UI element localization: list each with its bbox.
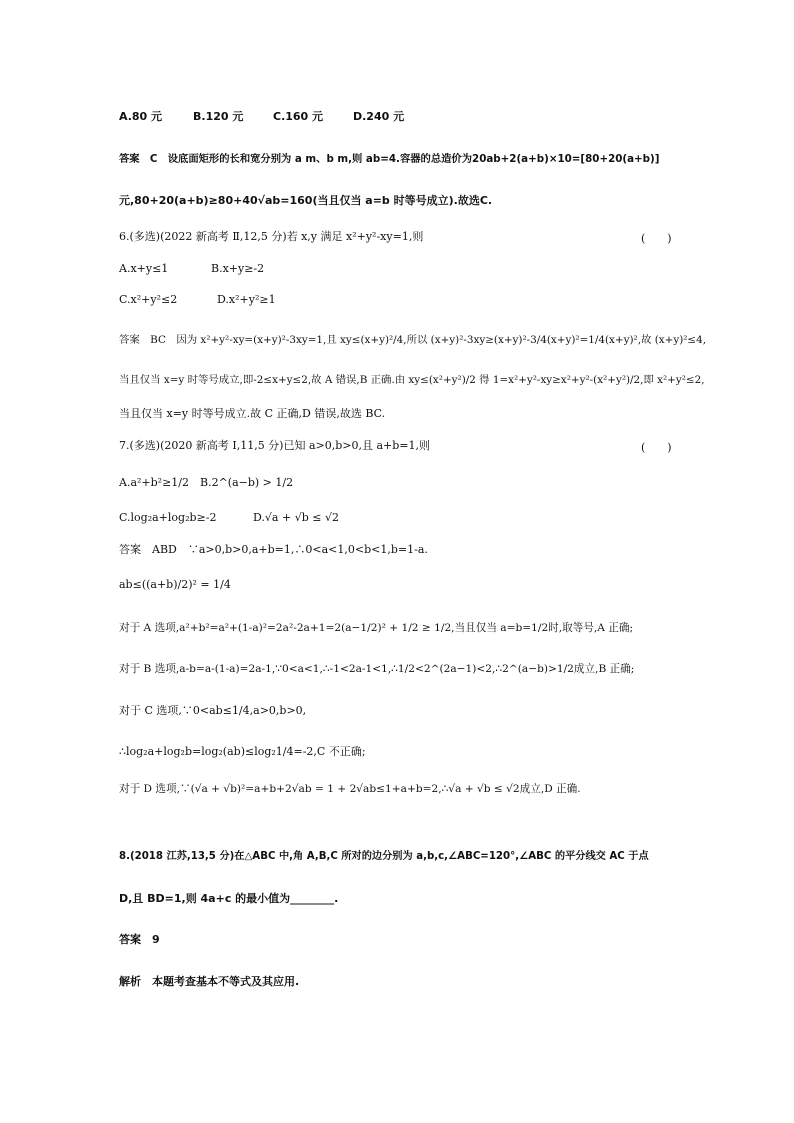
q8-stem-line-1: 8.(2018 江苏,13,5 分)在△ABC 中,角 A,B,C 所对的边分别为 a,b,c,∠ABC=120°,∠ABC 的平分线交 AC 于点	[119, 851, 649, 862]
q5-option-c: C.160 元	[273, 110, 324, 123]
q6-stem: 6.(多选)(2022 新高考 Ⅱ,12,5 分)若 x,y 满足 x²+y²-xy=1,则	[119, 230, 424, 243]
q5-options-row	[119, 110, 404, 124]
q6-option-b: B.x+y≥-2	[211, 262, 265, 275]
q6-answer-line-1: 答案 BC 因为 x²+y²-xy=(x+y)²-3xy=1,且 xy≤(x+y)²/4,所以 (x+y)²-3xy≥(x+y)²-3/4(x+y)²=1/4(x+y)²,故 (x+y)²≤4,	[119, 334, 707, 346]
q7-option-a-analysis: 对于 A 选项,a²+b²=a²+(1-a)²=2a²-2a+1=2(a−1/2)² + 1/2 ≥ 1/2,当且仅当 a=b=1/2时,取等号,A 正确;	[119, 622, 634, 634]
q6-answer-line-2: 当且仅当 x=y 时等号成立,即-2≤x+y≤2,故 A 错误,B 正确.由 xy≤(x²+y²)/2 得 1=x²+y²-xy≥x²+y²-(x²+y²)/2,即 x²+y²≤2,	[119, 374, 705, 386]
q6-option-a: A.x+y≤1	[119, 262, 169, 275]
q6-option-d: D.x²+y²≥1	[217, 293, 276, 306]
q6-options-cd	[119, 293, 276, 307]
q6-answer-line-3: 当且仅当 x=y 时等号成立.故 C 正确,D 错误,故选 BC.	[119, 407, 386, 420]
q5-option-a: A.80 元	[119, 110, 163, 123]
q5-option-b: B.120 元	[193, 110, 244, 123]
q7-option-c-analysis-2: ∴log₂a+log₂b=log₂(ab)≤log₂1/4=-2,C 不正确;	[119, 745, 366, 758]
q5-option-d: D.240 元	[353, 110, 405, 123]
q7-answer-line-2: ab≤((a+b)/2)² = 1/4	[119, 578, 231, 591]
q5-answer-line-1: 答案 C 设底面矩形的长和宽分别为 a m、b m,则 ab=4.容器的总造价为20ab+2(a+b)×10=[80+20(a+b)]	[119, 153, 660, 165]
q7-answer-bracket: ( )	[641, 441, 672, 454]
q7-option-d: D.√a + √b ≤ √2	[253, 511, 339, 524]
q7-stem: 7.(多选)(2020 新高考 Ⅰ,11,5 分)已知 a>0,b>0,且 a+b=1,则	[119, 439, 431, 452]
q8-answer: 答案 9	[119, 933, 160, 946]
q5-answer-line-2: 元,80+20(a+b)≥80+40√ab=160(当且仅当 a=b 时等号成立).故选C.	[119, 194, 493, 207]
q6-option-c: C.x²+y²≤2	[119, 293, 178, 306]
q8-analysis: 解析 本题考查基本不等式及其应用.	[119, 975, 300, 988]
q7-option-b-analysis: 对于 B 选项,a-b=a-(1-a)=2a-1,∵0<a<1,∴-1<2a-1<1,∴1/2<2^(2a−1)<2,∴2^(a−b)>1/2成立,B 正确;	[119, 663, 635, 675]
q7-options-cd	[119, 511, 339, 525]
q6-answer-bracket: ( )	[641, 232, 672, 245]
q7-option-c-analysis-1: 对于 C 选项,∵0<ab≤1/4,a>0,b>0,	[119, 704, 307, 717]
q6-options-ab	[119, 262, 264, 276]
q7-option-d-analysis: 对于 D 选项,∵(√a + √b)²=a+b+2√ab = 1 + 2√ab≤1+a+b=2,∴√a + √b ≤ √2成立,D 正确.	[119, 783, 581, 795]
q7-options-ab: A.a²+b²≥1/2 B.2^(a−b) > 1/2	[119, 476, 294, 489]
q8-stem-line-2: D,且 BD=1,则 4a+c 的最小值为________.	[119, 892, 339, 905]
q7-answer-line-1: 答案 ABD ∵a>0,b>0,a+b=1,∴0<a<1,0<b<1,b=1-a.	[119, 543, 428, 556]
q7-option-c: C.log₂a+log₂b≥-2	[119, 511, 217, 524]
